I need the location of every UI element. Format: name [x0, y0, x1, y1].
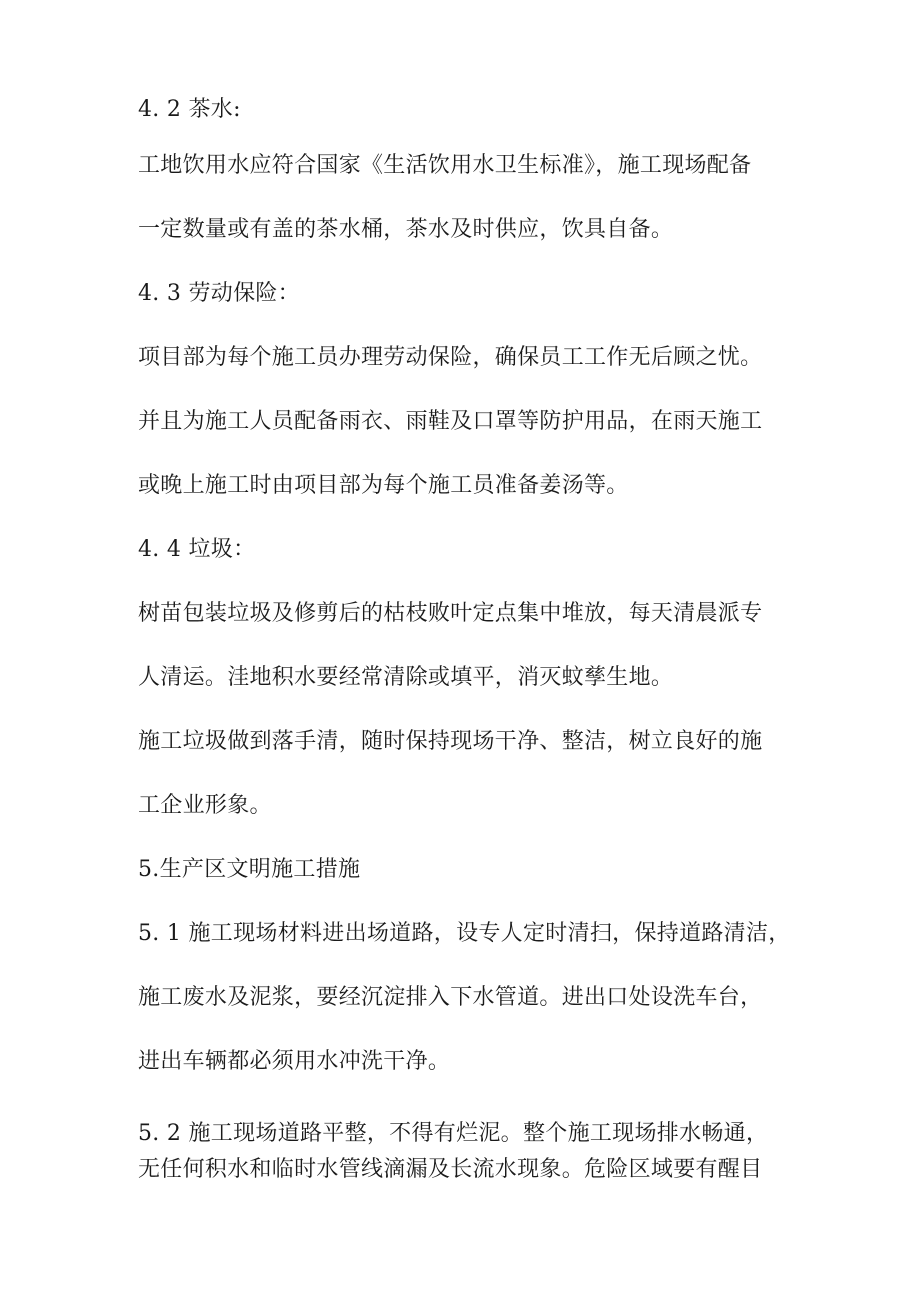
paragraph-line: 5. 1 施工现场材料进出场道路，设专人定时清扫，保持道路清洁， [138, 921, 791, 946]
heading-4-4-garbage: 4. 4 垃圾： [138, 537, 256, 562]
paragraph-line: 进出车辆都必须用水冲洗干净。 [138, 1049, 451, 1074]
paragraph-line: 施工废水及泥浆，要经沉淀排入下水管道。进出口处设洗车台， [138, 985, 763, 1010]
paragraph-line: 工地饮用水应符合国家《生活饮用水卫生标准》，施工现场配备 [138, 153, 752, 178]
paragraph-line: 人清运。洼地积水要经常清除或填平，消灭蚊孳生地。 [138, 665, 674, 690]
paragraph-line: 5. 2 施工现场道路平整，不得有烂泥。整个施工现场排水畅通， [138, 1121, 769, 1146]
heading-4-3-labor-insurance: 4. 3 劳动保险： [138, 281, 300, 306]
paragraph-line: 一定数量或有盖的茶水桶，茶水及时供应，饮具自备。 [138, 217, 674, 242]
paragraph-line: 项目部为每个施工员办理劳动保险，确保员工工作无后顾之忧。 [138, 345, 763, 370]
paragraph-line: 并且为施工人员配备雨衣、雨鞋及口罩等防护用品，在雨天施工 [138, 409, 763, 434]
paragraph-line: 树苗包装垃圾及修剪后的枯枝败叶定点集中堆放，每天清晨派专 [138, 601, 763, 626]
heading-4-2-tea-water: 4. 2 茶水: [138, 97, 241, 122]
paragraph-line: 无任何积水和临时水管线滴漏及长流水现象。危险区域要有醒目 [138, 1157, 763, 1182]
paragraph-line: 工企业形象。 [138, 793, 272, 818]
paragraph-line: 施工垃圾做到落手清，随时保持现场干净、整洁，树立良好的施 [138, 729, 763, 754]
paragraph-line: 或晚上施工时由项目部为每个施工员准备姜汤等。 [138, 473, 629, 498]
heading-5-production-area: 5.生产区文明施工措施 [138, 857, 361, 882]
